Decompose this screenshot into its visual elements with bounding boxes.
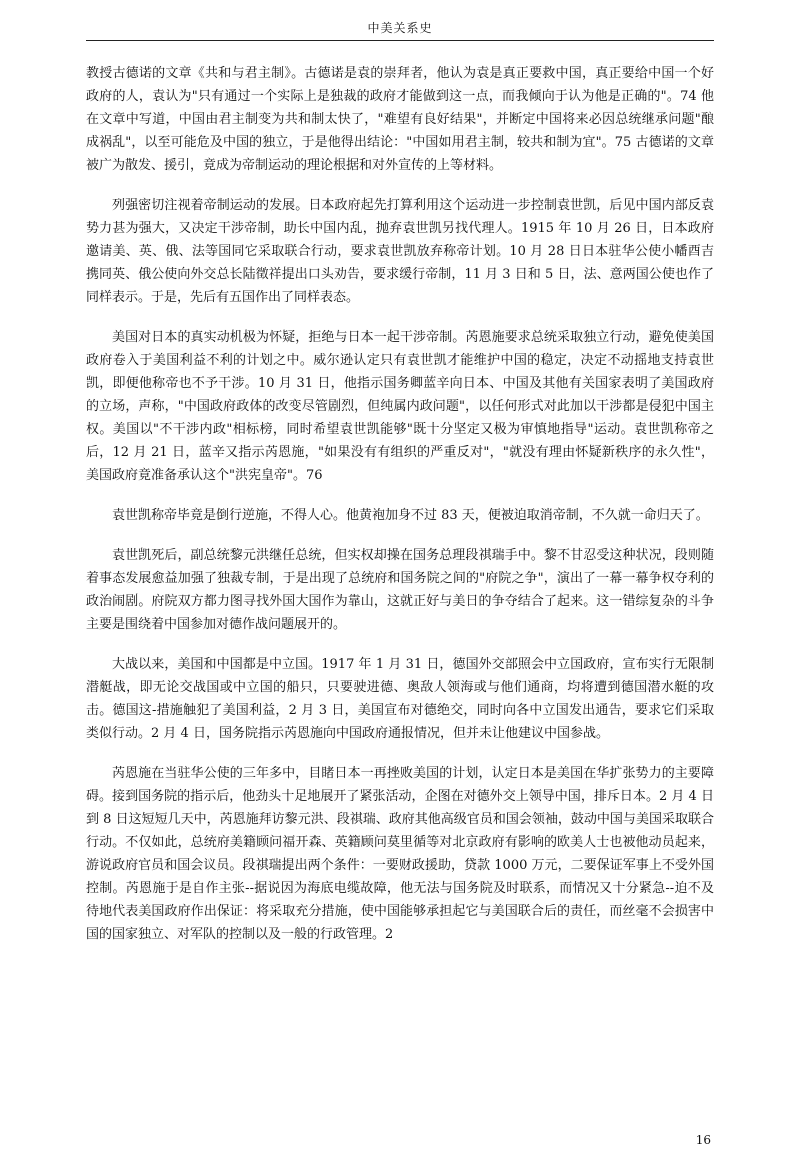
paragraph-1: 教授古德诺的文章《共和与君主制》。古德诺是袁的崇拜者，他认为袁是真正要救中国，真正要给中国一个好政府的人，袁认为"只有通过一个实际上是独裁的政府才能做到这一点，而我倾向于认为他是正确的"。74 他在文章中写道，中国由君主制变为共和制太快了，"难望有良好结果"，并断定中国将来必因总统继承问题"酿成祸乱"，以至可能危及中国的独立，于是他得出结论："中国如用君主制，较共和制为宜"。75 古德诺的文章被广为散发、援引，竟成为帝制运动的理论根据和对外宣传的上等材料。: [86, 66, 714, 173]
paragraph-7: 芮恩施在当驻华公使的三年多中，目睹日本一再挫败美国的计划，认定日本是美国在华扩张势力的主要障碍。接到国务院的指示后，他劲头十足地展开了紧张活动，企图在对德外交上领导中国，排斥日本。2 月 4 日到 8 日这短短几天中，芮恩施拜访黎元洪、段祺瑞、政府其他高级官员和国会领袖，鼓动中国与美国采取联合行动。不仅如此，总统府美籍顾问福开森、英籍顾问莫里循等对北京政府有影响的欧美人士也被他动员起来，游说政府官员和国会议员。段祺瑞提出两个条件：一要财政援助，贷款 1000 万元，二要保证军事上不受外国控制。芮恩施于是自作主张--据说因为海底电缆故障，他无法与国务院及时联系，而情况又十分紧急--迫不及待地代表美国政府作出保证：将采取充分措施，使中国能够承担起它与美国联合后的责任，而丝毫不会损害中国的国家独立、对军队的控制以及一般的行政管理。2: [86, 766, 714, 942]
paragraph-6: 大战以来，美国和中国都是中立国。1917 年 1 月 31 日，德国外交部照会中立国政府，宣布实行无限制潜艇战，即无论交战国或中立国的船只，只要驶进德、奥敌人领海或与他们通商，均将遭到德国潜水艇的攻击。德国这-措施触犯了美国利益，2 月 3 日，美国宣布对德绝交，同时向各中立国发出通告，要求它们采取类似行动。2 月 4 日，国务院指示芮恩施向中国政府通报情况，但并未让他建议中国参战。: [86, 657, 714, 741]
header-divider: [86, 40, 714, 41]
page-body: [86, 62, 714, 963]
paragraph-4: 袁世凯称帝毕竟是倒行逆施，不得人心。他黄袍加身不过 83 天，便被迫取消帝制，不久就一命归天了。: [112, 508, 709, 523]
paragraph-3: 美国对日本的真实动机极为怀疑，拒绝与日本一起干涉帝制。芮恩施要求总统采取独立行动，避免使美国政府卷入于美国利益不利的计划之中。威尔逊认定只有袁世凯才能维护中国的稳定，决定不动摇地支持袁世凯，即便他称帝也不予干涉。10 月 31 日，他指示国务卿蓝辛向日本、中国及其他有关国家表明了美国政府的立场，声称，"中国政府政体的改变尽管剧烈，但纯属内政问题"，以任何形式对此加以干涉都是侵犯中国主权。美国以"不干涉内政"相标榜，同时希望袁世凯能够"既十分坚定又极为审慎地指导"运动。袁世凯称帝之后，12 月 21 日，蓝辛又指示芮恩施，"如果没有有组织的严重反对"，"就没有理由怀疑新秩序的永久性"，美国政府竟准备承认这个"洪宪皇帝"。76: [86, 330, 714, 483]
paragraph-5: 袁世凯死后，副总统黎元洪继任总统，但实权却操在国务总理段祺瑞手中。黎不甘忍受这种状况，段则随着事态发展愈益加强了独裁专制，于是出现了总统府和国务院之间的"府院之争"，演出了一幕一幕争权夺利的政治闹剧。府院双方都力图寻找外国大国作为靠山，这就正好与美日的争夺结合了起来。这一错综复杂的斗争主要是围绕着中国参加对德作战问题展开的。: [86, 548, 714, 632]
running-header: 中美关系史: [367, 21, 433, 35]
paragraph-2: 列强密切注视着帝制运动的发展。日本政府起先打算利用这个运动进一步控制袁世凯，后见中国内部反袁势力甚为强大，又决定干涉帝制，助长中国内乱，抛弃袁世凯另找代理人。1915 年 10 月 26 日，日本政府邀请美、英、俄、法等国同它采取联合行动，要求袁世凯放弃称帝计划。10 月 28 日日本驻华公使小幡酉吉携同英、俄公使向外交总长陆徵祥提出口头劝告，要求缓行帝制，11 月 3 日和 5 日，法、意两国公使也作了同样表示。于是，先后有五国作出了同样表态。: [86, 198, 714, 305]
page-number: 16: [695, 1133, 711, 1147]
